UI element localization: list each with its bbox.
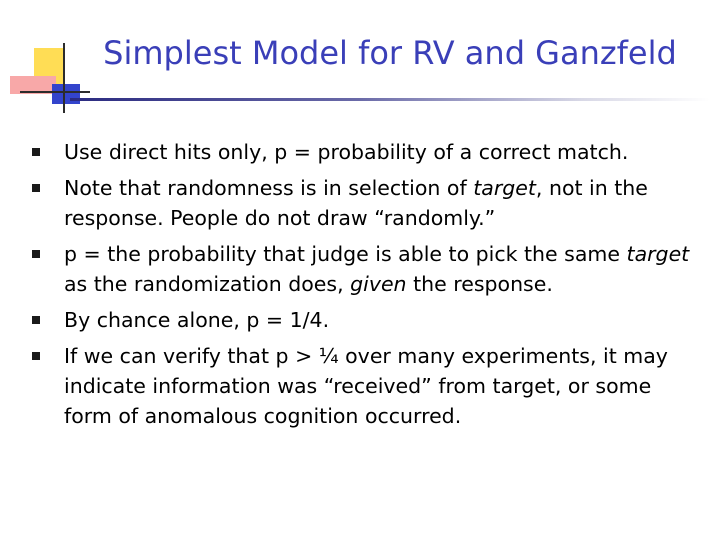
bullet-marker-icon [32, 250, 40, 258]
bullet-text: p = the probability that judge is able to pick the same [64, 242, 627, 266]
bullet-emphasis: target [473, 176, 536, 200]
bullet-marker-icon [32, 148, 40, 156]
bullet-text: If we can verify that p > ¼ over many experiments, it may indicate information was “received” from target, or some form of anomalous cognition occurred. [64, 344, 668, 428]
logo-blue-square [52, 84, 80, 104]
bullet-emphasis: given [350, 272, 407, 296]
bullet-text: as the randomization does, [64, 272, 351, 296]
bullet-text: By chance alone, p = 1/4. [64, 308, 330, 332]
bullet-text: Use direct hits only, p = probability of a correct match. [64, 140, 629, 164]
bullet-item [32, 239, 692, 299]
bullet-text: Note that randomness is in selection of [64, 176, 474, 200]
bullet-marker-icon [32, 352, 40, 360]
bullet-item [32, 305, 692, 335]
logo-vertical-line [63, 43, 65, 113]
bullet-text: , not in the response. People do not draw “randomly.” [64, 176, 648, 230]
bullet-marker-icon [32, 316, 40, 324]
title-divider [70, 98, 710, 101]
bullet-emphasis: target [626, 242, 690, 266]
bullet-item [32, 137, 692, 167]
bullet-list [32, 137, 692, 437]
bullet-item [32, 341, 692, 431]
logo-horizontal-line [20, 91, 90, 93]
slide-title: Simplest Model for RV and Ganzfeld [103, 34, 677, 72]
bullet-item [32, 173, 692, 233]
bullet-marker-icon [32, 184, 40, 192]
bullet-text: the response. [406, 272, 553, 296]
